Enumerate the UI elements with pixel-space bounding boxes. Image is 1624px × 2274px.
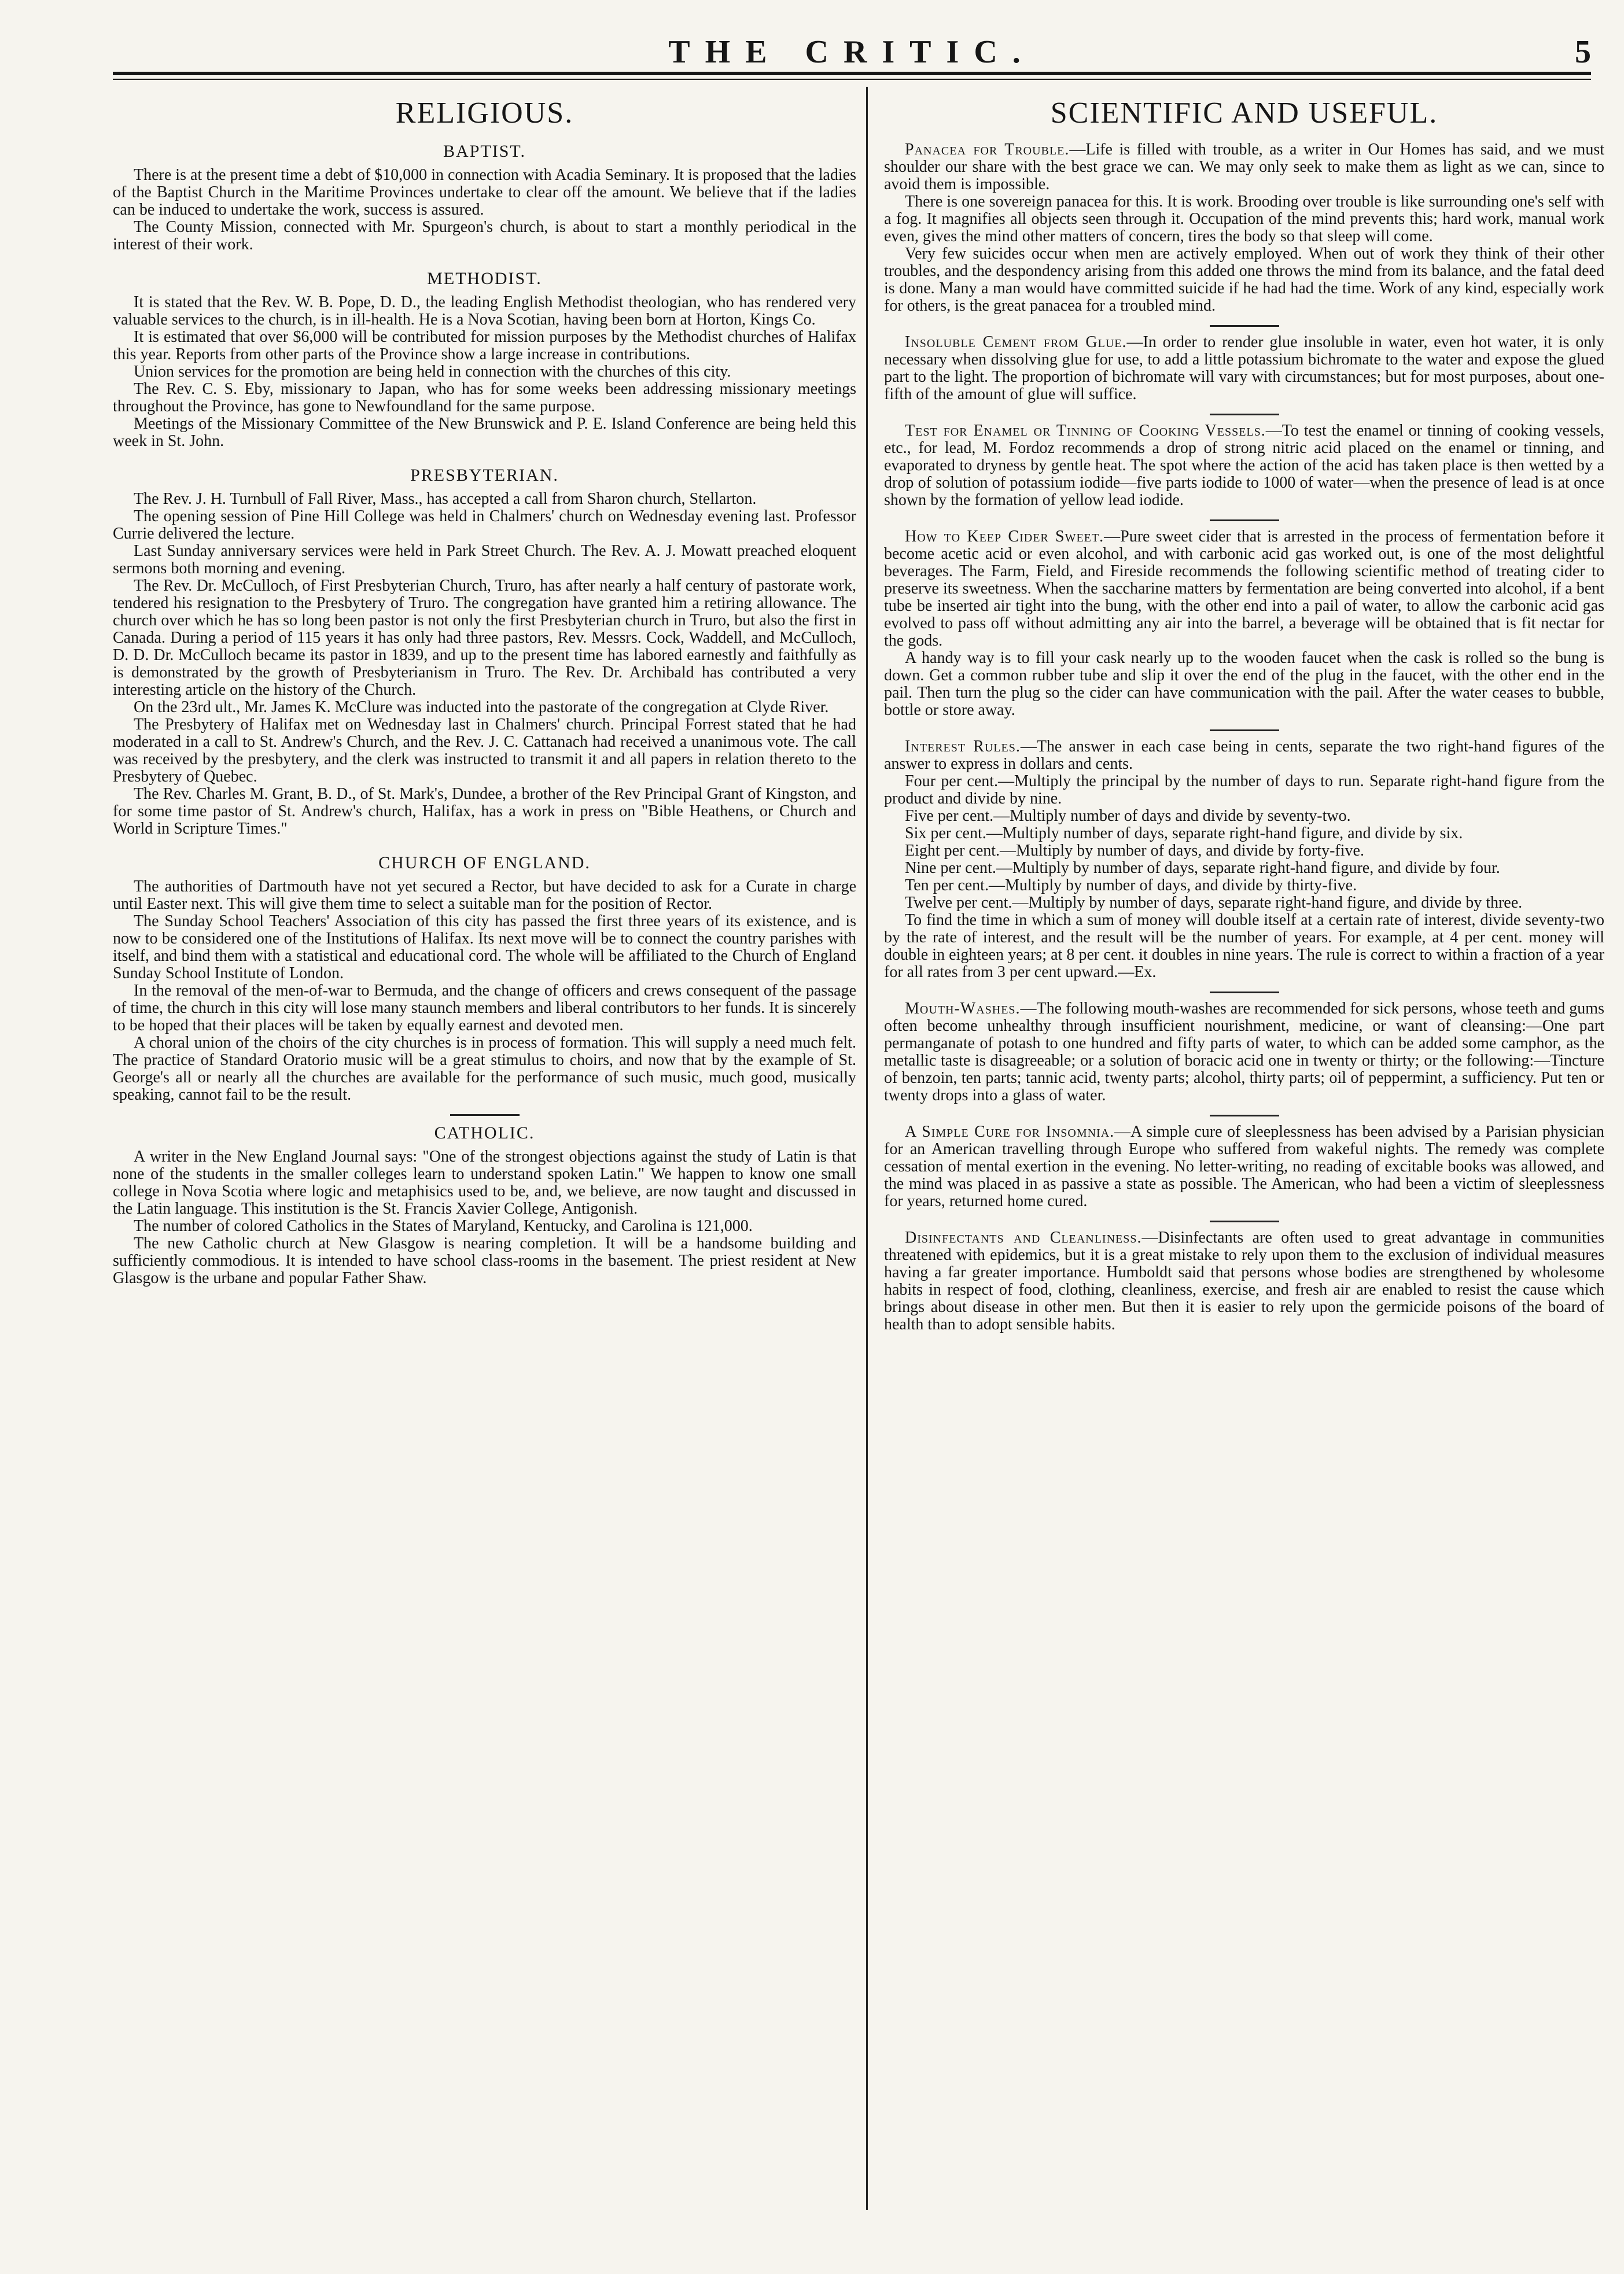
catholic-heading: CATHOLIC.: [434, 1123, 535, 1142]
article-insomnia: [884, 1123, 1604, 1210]
paragraph: It is estimated that over $6,000 will be contributed for mission purposes by the Methodist churches of Halifax this year. Reports from other parts of the Province show a large increase in contributions.: [113, 328, 856, 363]
paragraph: Meetings of the Missionary Committee of the New Brunswick and P. E. Island Conference are being held this week in St. John.: [113, 415, 856, 450]
paragraph: The Rev. Charles M. Grant, B. D., of St. Mark's, Dundee, a brother of the Rev Principal Grant of Kingston, and for some time pastor of St. Andrew's church, Halifax, has a work in press on "Bible Heathens, or Church and World in Scripture Times.": [113, 785, 856, 838]
article-title: A Simple Cure for Insomnia.: [905, 1123, 1115, 1141]
newspaper-title: THE CRITIC.: [668, 34, 1036, 70]
article-title: How to Keep Cider Sweet.: [905, 528, 1104, 546]
article-interest-rules: [884, 738, 1604, 981]
article-insoluble-cement: [884, 334, 1604, 403]
paragraph: Ten per cent.—Multiply by number of days, and divide by thirty-five.: [905, 876, 1357, 894]
catholic-section: [113, 1123, 856, 1287]
article-text: —To test the enamel or tinning of cooking vessels, etc., for lead, M. Fordoz recommends a drop of strong nitric acid placed on the enamel or tinning, and evaporated to dryness by gentle heat. The spot where the action of the acid has taken place is then wetted by a drop of solution of potassium iodide—five parts iodide to 1000 of water—when the presence of lead is at once shown by the formation of yellow lead iodide.: [884, 422, 1604, 509]
paragraph: Last Sunday anniversary services were held in Park Street Church. The Rev. A. J. Mowatt preached eloquent sermons both morning and evening.: [113, 542, 856, 577]
paragraph: The Rev. Dr. McCulloch, of First Presbyterian Church, Truro, has after nearly a half century of pastorate work, tendered his resignation to the Presbytery of Truro. The congregation have granted him a retiring allowance. The church over which he has so long been pastor is not only the first Presbyterian church in Truro, but also the first in Canada. During a period of 115 years it has only had three pastors, Rev. Messrs. Cock, Waddell, and McCulloch, D. D. Dr. McCulloch became its pastor in 1839, and up to the present time has labored earnestly and faithfully as is demonstrated by the growth of Presbyterianism in Truro. The Rev. Dr. Archibald has contributed a very interesting article on the history of the Church.: [113, 577, 856, 699]
article-separator: [1210, 325, 1279, 327]
masthead-rule-thin: [113, 79, 1591, 80]
paragraph: Eight per cent.—Multiply by number of days, and divide by forty-five.: [905, 842, 1364, 860]
paragraph: Union services for the promotion are being held in connection with the churches of this city.: [134, 363, 731, 381]
paragraph: It is stated that the Rev. W. B. Pope, D. D., the leading English Methodist theologian, who has rendered very valuable services to the church, is in ill-health. He is a Nova Scotian, having been born at Horton, Kings Co.: [113, 293, 856, 329]
article-text: —Life is filled with trouble, as a writer in Our Homes has said, and we must shoulder our share with the best grace we can. We may only seek to make them as light as we can, since to avoid them is impossible.: [884, 141, 1604, 193]
paragraph: The Rev. J. H. Turnbull of Fall River, Mass., has accepted a call from Sharon church, Stellarton.: [134, 490, 757, 508]
article-text: —The answer in each case being in cents, separate the two right-hand figures of the answer to express in dollars and cents.: [884, 738, 1604, 773]
paragraph: The number of colored Catholics in the States of Maryland, Kentucky, and Carolina is 121,000.: [134, 1217, 753, 1235]
column-divider: [866, 87, 868, 2210]
methodist-heading: METHODIST.: [427, 269, 542, 288]
paragraph: [884, 738, 1604, 773]
paragraph: Very few suicides occur when men are actively employed. When out of work they think of their other troubles, and the despondency arising from this added one throws the mind from its balance, and the fatal deed is done. Many a man would have committed suicide if he had had the time. Work of any kind, especially work for others, is the great panacea for a troubled mind.: [884, 245, 1604, 315]
article-title: Insoluble Cement from Glue.: [905, 333, 1127, 351]
article-title: Panacea for Trouble.: [905, 141, 1070, 159]
paragraph: A handy way is to fill your cask nearly up to the wooden faucet when the cask is rolled so the bung is down. Get a common rubber tube and slip it over the end of the plug in the faucet, with the other end in the pail. Then turn the plug so the cider can have communication with the pail. After the water ceases to bubble, bottle or store away.: [884, 649, 1604, 719]
masthead-rule-thick: [113, 72, 1591, 75]
paragraph: The Presbytery of Halifax met on Wednesday last in Chalmers' church. Principal Forrest stated that he had moderated in a call to St. Andrew's Church, and the Rev. J. C. Cattanach had received a unanimous vote. The call was received by the presbytery, and the clerk was instructed to transmit it and all papers in relation thereto to the Presbytery of Quebec.: [113, 716, 856, 786]
scientific-column: [884, 93, 1604, 2210]
article-text: —In order to render glue insoluble in water, even hot water, it is only necessary when dissolving glue for use, to add a little potassium bichromate to the water and expose the glued part to the light. The proportion of bichromate will vary with circumstances; but for most purposes, about one-fifth of the amount of glue will suffice.: [884, 333, 1604, 403]
paragraph: The County Mission, connected with Mr. Spurgeon's church, is about to start a monthly periodical in the interest of their work.: [113, 218, 856, 253]
presbyterian-heading: PRESBYTERIAN.: [410, 466, 559, 485]
paragraph: A writer in the New England Journal says: "One of the strongest objections against the study of Latin is that none of the students in the smaller colleges learn to understand spoken Latin." We happen to know one small college in Nova Scotia where logic and metaphisics used to be, and, we believe, are now taught and discussed in the Latin language. This institution is the St. Francis Xavier College, Antigonish.: [113, 1148, 856, 1218]
paragraph: Five per cent.—Multiply number of days and divide by seventy-two.: [905, 807, 1351, 825]
article-text: —Disinfectants are often used to great advantage in communities threatened with epidemics, but it is a great mistake to rely upon them to the exclusion of individual measures having a far greater importance. Humboldt said that persons whose bodies are strengthened by wholesome habits in respect of food, clothing, cleanliness, exercise, and fresh air are enabled to resist the cause which brings about disease in other men. But then it is easier to rely upon the germicide poisons of the board of health than to adopt sensible habits.: [884, 1229, 1604, 1333]
paragraph: [884, 528, 1604, 650]
article-text: —Pure sweet cider that is arrested in the process of fermentation before it become acetic acid or even alcohol, and with carbonic acid gas worked out, is one of the most delightful beverages. The Farm, Field, and Fireside recommends the following scientific method of treating cider to preserve its sweetness. When the saccharine matters by fermentation are being converted into alcohol, if a bent tube be inserted air tight into the bung, with the other end into a pail of water, to allow the carbonic acid gas evolved to pass off without admitting any air into the barrel, a beverage will be obtained that is fit nectar for the gods.: [884, 528, 1604, 650]
article-title: Disinfectants and Cleanliness.: [905, 1229, 1142, 1247]
paragraph: [884, 1229, 1604, 1333]
article-mouth-washes: [884, 1000, 1604, 1104]
paragraph: To find the time in which a sum of money will double itself at a certain rate of interest, divide seventy-two by the rate of interest, and the result will be the number of years. For example, at 4 per cent. money will double in eighteen years; at 8 per cent. it doubles in nine years. The rule is correct to within a fraction of a year for all rates from 3 per cent upward.—Ex.: [884, 911, 1604, 981]
baptist-section: [113, 141, 856, 253]
article-separator: [1210, 1115, 1279, 1116]
article-separator: [1210, 414, 1279, 415]
paragraph: [884, 1123, 1604, 1210]
paragraph: The new Catholic church at New Glasgow is nearing completion. It will be a handsome building and sufficiently commodious. It is intended to have school class-rooms in the basement. The priest resident at New Glasgow is the urbane and popular Father Shaw.: [113, 1234, 856, 1287]
section-separator: [450, 1114, 520, 1116]
article-separator: [1210, 1221, 1279, 1222]
article-enamel-test: [884, 422, 1604, 509]
paragraph: On the 23rd ult., Mr. James K. McClure was inducted into the pastorate of the congregation at Clyde River.: [134, 698, 829, 716]
page-number: 5: [1575, 34, 1591, 70]
paragraph: There is at the present time a debt of $10,000 in connection with Acadia Seminary. It is proposed that the ladies of the Baptist Church in the Maritime Provinces undertake to clear off the amount. We believe that if the ladies can be induced to undertake the work, success is assured.: [113, 166, 856, 219]
paragraph: There is one sovereign panacea for this. It is work. Brooding over trouble is like surrounding one's self with a fog. It magnifies all objects seen through it. Occupation of the mind prevents this; hard work, manual work even, gives the mind other matters of concern, tires the body so that sleep will come.: [884, 193, 1604, 245]
paragraph: [884, 1000, 1604, 1104]
religious-heading: RELIGIOUS.: [395, 97, 574, 130]
church-of-england-section: [113, 853, 856, 1104]
paragraph: [884, 334, 1604, 403]
article-panacea: [884, 141, 1604, 315]
baptist-heading: BAPTIST.: [443, 142, 526, 161]
article-cider: [884, 528, 1604, 719]
article-disinfectants: [884, 1229, 1604, 1333]
article-separator: [1210, 992, 1279, 993]
paragraph: Nine per cent.—Multiply by number of days, separate right-hand figure, and divide by four.: [905, 859, 1500, 877]
paragraph: The authorities of Dartmouth have not yet secured a Rector, but have decided to ask for a Curate in charge until Easter next. This will give them time to select a suitable man for the position of Rector.: [113, 878, 856, 913]
church-of-england-heading: CHURCH OF ENGLAND.: [378, 853, 591, 872]
paragraph: Four per cent.—Multiply the principal by the number of days to run. Separate right-hand figure from the product and divide by nine.: [884, 772, 1604, 808]
paragraph: Twelve per cent.—Multiply by number of days, separate right-hand figure, and divide by three.: [905, 894, 1523, 912]
paragraph: A choral union of the choirs of the city churches is in process of formation. This will supply a need much felt. The practice of Standard Oratorio music will be a great stimulus to choirs, and now that by the example of St. George's all or nearly all the churches are available for the performance of such music, much good, musically speaking, cannot fail to be the result.: [113, 1034, 856, 1104]
paragraph: Six per cent.—Multiply number of days, separate right-hand figure, and divide by six.: [905, 824, 1463, 842]
article-separator: [1210, 519, 1279, 521]
article-text: —The following mouth-washes are recommended for sick persons, whose teeth and gums often become unhealthy through insufficient nourishment, medicine, or want of cleansing:—One part permanganate of potash to one hundred and fifty parts of water, to which can be added some camphor, as the metallic taste is disagreeable; or a solution of boracic acid one in twenty or thirty; or the following:—Tincture of benzoin, ten parts; tannic acid, twenty parts; alcohol, thirty parts; oil of peppermint, a sufficiency. Put ten or twenty drops into a glass of water.: [884, 1000, 1604, 1104]
paragraph: The Sunday School Teachers' Association of this city has passed the first three years of its existence, and is now to be considered one of the Institutions of Halifax. Its next move will be to connect the country parishes with itself, and bind them with a statistical and educational cord. The whole will be affiliated to the Church of England Sunday School Institute of London.: [113, 912, 856, 982]
scientific-heading: SCIENTIFIC AND USEFUL.: [1050, 97, 1438, 130]
article-text: —A simple cure of sleeplessness has been advised by a Parisian physician for an American travelling through Europe who suffered from wakeful nights. The remedy was complete cessation of mental exertion in the evening. No letter-writing, no reading of excitable books was allowed, and the mind was placed in as passive a state as possible. The American, who had been a victim of sleeplessness for years, returned home cured.: [884, 1123, 1604, 1210]
article-title: Interest Rules.: [905, 738, 1021, 755]
paragraph: In the removal of the men-of-war to Bermuda, and the change of officers and crews consequent of the passage of time, the church in this city will lose many staunch members and liberal contributors to her funds. It is sincerely to be hoped that their places will be taken by equally earnest and devoted men.: [113, 982, 856, 1034]
methodist-section: [113, 268, 856, 450]
article-title: Test for Enamel or Tinning of Cooking Vessels.: [905, 422, 1266, 440]
paragraph: The opening session of Pine Hill College was held in Chalmers' church on Wednesday evening last. Professor Currie delivered the lecture.: [113, 507, 856, 543]
religious-column: [113, 93, 856, 2210]
article-separator: [1210, 729, 1279, 731]
paragraph: [884, 141, 1604, 193]
article-title: Mouth-Washes.: [905, 1000, 1021, 1018]
presbyterian-section: [113, 465, 856, 838]
paragraph: [884, 422, 1604, 509]
paragraph: The Rev. C. S. Eby, missionary to Japan, who has for some weeks been addressing missionary meetings throughout the Province, has gone to Newfoundland for the same purpose.: [113, 380, 856, 415]
